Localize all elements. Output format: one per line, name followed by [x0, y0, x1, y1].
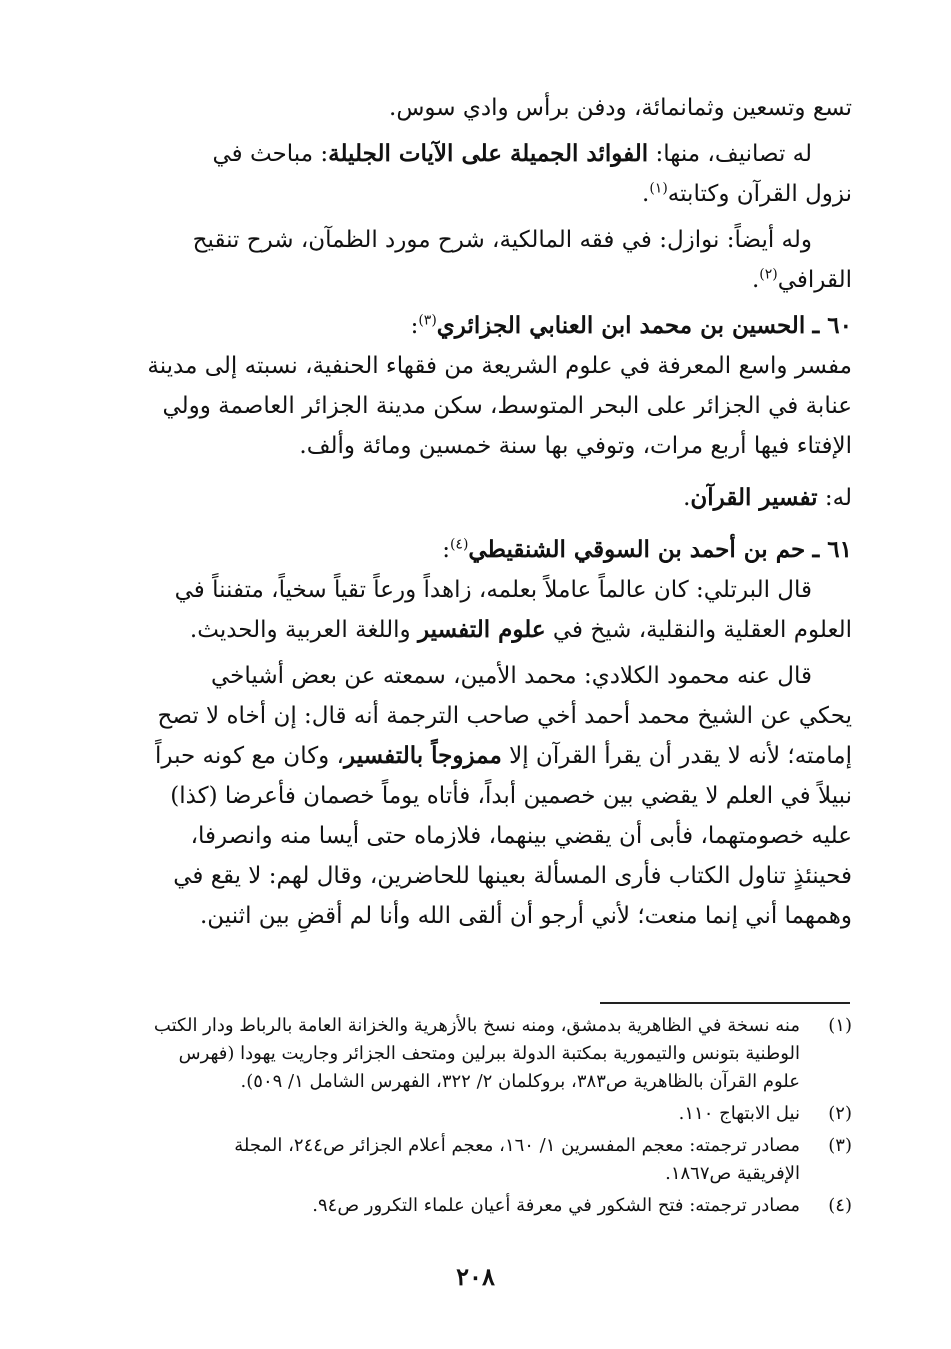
emphasis: ممزوجاً بالتفسير [344, 742, 502, 769]
page-number: ٢٠٨ [456, 1262, 495, 1291]
entry-number: ٦١ ـ [812, 536, 852, 563]
text-line: فحينئذٍ تناول الكتاب فأرى المسألة بعينها للحاضرين، وقال لهم: لا يقع في [173, 863, 852, 889]
book-title: الفوائد الجميلة على الآيات الجليلة [328, 140, 649, 167]
footnote-number: (٢) [828, 1103, 852, 1124]
text-line: عنابة في الجزائر على البحر المتوسط، سكن مدينة الجزائر العاصمة وولي [162, 393, 852, 419]
book-title: تفسير القرآن [690, 484, 818, 511]
footnote-number: (٣) [828, 1135, 852, 1156]
text-line: وهمهما أني إنما منعت؛ لأني أرجو أن ألقى الله وأنا لم أقضِ بين اثنين. [199, 903, 852, 929]
entry-number: ٦٠ ـ [812, 312, 852, 339]
text-line: عليه خصومتهما، فأبى أن يقضي بينهما، فلازماه حتى أيسا منه وانصرفا، [190, 823, 852, 849]
footnote-divider [600, 1002, 850, 1004]
footnote [100, 1100, 852, 1128]
text-line: إمامته؛ لأنه لا يقدر أن يقرأ القرآن إلا ممزوجاً بالتفسير، وكان مع كونه حبراً [155, 742, 852, 769]
text-line: نزول القرآن وكتابته$^{(١)}$. [642, 180, 852, 207]
footnote-line: منه نسخة في الظاهرية بدمشق، ومنه نسخ بالأزهرية والخزانة العامة بالرباط ودار الكتب [153, 1015, 800, 1036]
footnote-ref: (٢) [759, 266, 778, 283]
entry-heading: ٦٠ ـ الحسين بن محمد ابن العنابي الجزائري$^{(٣)}$: [410, 312, 852, 339]
footnote-ref: (٤) [449, 536, 469, 553]
text-line: نبيلاً في العلم لا يقضي بين خصمين أبداً، فأتاه يوماً خصمان فأعرضا (كذا) [170, 783, 852, 809]
footnote-line: مصادر ترجمته: معجم المفسرين ١/ ١٦٠، معجم أعلام الجزائر ص٢٤٤، المجلة [234, 1135, 800, 1156]
text-line: يحكي عن الشيخ محمد أحمد أخي صاحب الترجمة أنه قال: إن أخاه لا تصح [157, 703, 852, 729]
footnote-line: الوطنية بتونس والتيمورية بمكتبة الدولة ببرلين ومتحف الجزائر وجاريت يهودا (فهرس [178, 1043, 800, 1064]
text-line: وله أيضاً: نوازل: في فقه المالكية، شرح مورد الظمآن، شرح تنقيح [192, 227, 812, 253]
entry-heading: ٦١ ـ حم بن أحمد بن السوقي الشنقيطي$^{(٤)}$: [442, 536, 852, 563]
footnote-ref: (١) [649, 180, 668, 197]
footnote [100, 1012, 852, 1096]
text-line: له تصانيف، منها: الفوائد الجميلة على الآيات الجليلة: مباحث في [212, 140, 812, 167]
text-line: قال عنه محمود الكلادي: محمد الأمين، سمعته عن بعض أشياخي [211, 663, 812, 689]
footnote-number: (٤) [828, 1195, 852, 1216]
footnote-line: علوم القرآن بالظاهرية ص٣٨٣، بروكلمان ٢/ ٣٢٢، الفهرس الشامل ١/ ٥٠٩). [240, 1071, 800, 1092]
footnote [100, 1132, 852, 1188]
entry-name: الحسين بن محمد ابن العنابي الجزائري [436, 312, 806, 339]
footnote-line: الإفريقية ص١٨٦٧. [665, 1163, 800, 1184]
text-line: مفسر واسع المعرفة في علوم الشريعة من فقهاء الحنفية، نسبته إلى مدينة [147, 353, 852, 379]
text-line: قال البرتلي: كان عالماً عاملاً بعلمه، زاهداً ورعاً تقياً سخياً، متفنناً في [174, 577, 812, 603]
text-line: له: تفسير القرآن. [683, 484, 852, 511]
footnote-line: نيل الابتهاج ١١٠. [678, 1103, 800, 1124]
entry-name: حم بن أحمد بن السوقي الشنقيطي [468, 536, 806, 563]
footnote-line: مصادر ترجمته: فتح الشكور في معرفة أعيان علماء التكرور ص٩٤. [312, 1195, 800, 1216]
main-text [100, 88, 852, 936]
footnotes [100, 1012, 852, 1220]
text-line: تسع وتسعين وثمانمائة، ودفن برأس وادي سوس. [389, 95, 852, 121]
text-line: القرافي$^{(٢)}$. [751, 266, 852, 293]
footnote-ref: (٣) [418, 312, 437, 329]
text-line: الإفتاء فيها أربع مرات، وتوفي بها سنة خمسين ومائة وألف. [299, 433, 852, 459]
footnote [100, 1192, 852, 1220]
footnote-number: (١) [828, 1015, 852, 1036]
text-line: العلوم العقلية والنقلية، شيخ في علوم التفسير واللغة العربية والحديث. [189, 616, 852, 643]
emphasis: علوم التفسير [417, 616, 546, 643]
